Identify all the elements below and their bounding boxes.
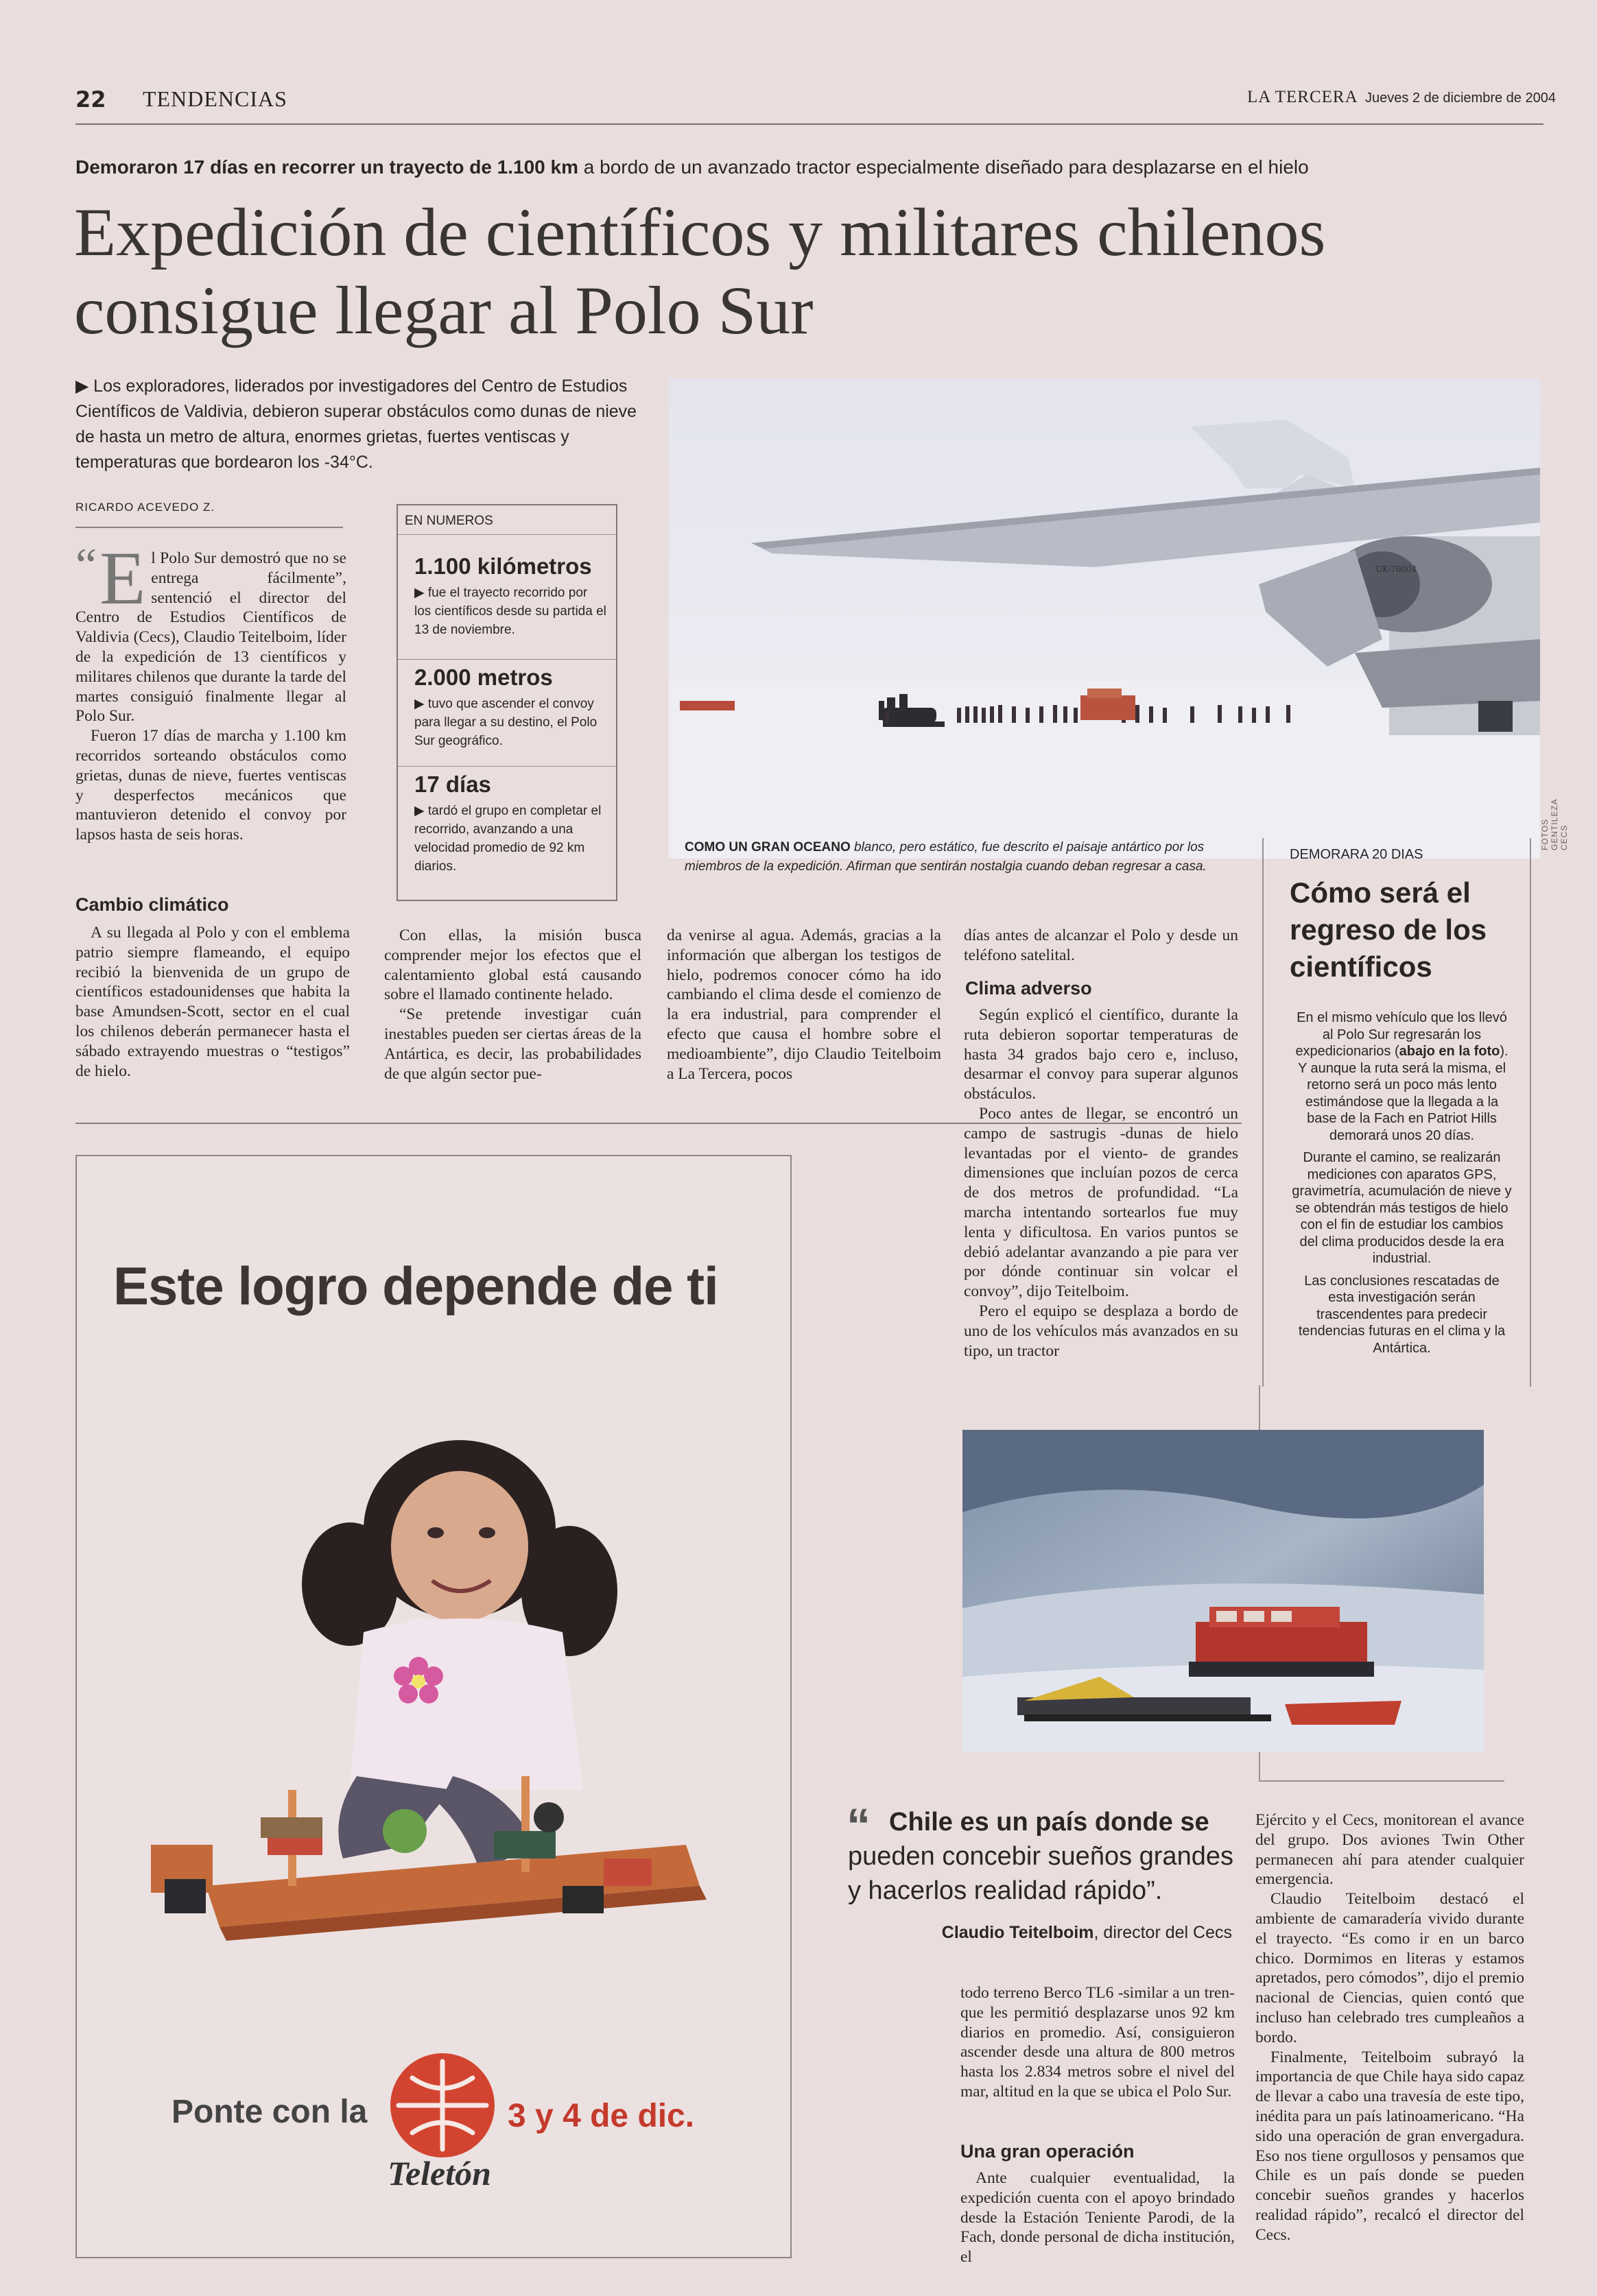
plane-registration: UK-76004 <box>1375 564 1417 574</box>
teleton-logo-icon <box>388 2050 497 2160</box>
clima-text <box>964 1005 1238 1361</box>
header-divider <box>75 123 1543 125</box>
clima-paragraph-2: Poco antes de llegar, se encontró un campo de sastrugis -dunas de hielo levantadas por el viento- de grandes dimensiones que incluían pozos de cerca de dos metros de profundidad. “La marcha intentando sortearlos fue muy lenta y dificultosa. En varios puntos se debió adelantar avanzando a pie para ver por dónde continuar sin volcar el convoy”, dijo Teitelboim. <box>964 1104 1238 1301</box>
photo-caption <box>685 838 1247 876</box>
quote-bold: Chile es un país donde se <box>889 1808 1209 1837</box>
number-head: 2.000 metros <box>414 665 553 690</box>
subhead-cambio: Cambio climático <box>75 894 229 915</box>
newspaper-name: LA TERCERA <box>1247 88 1358 106</box>
column-5-text <box>1255 1810 1524 2245</box>
col3-paragraph-1: da venirse al agua. Además, gracias a la información que albergan los testigos de hielo, podremos conocer cómo ha ido cambiando el clima desde el comienzo de la era industrial, para comprender el efecto que causa el hombre sobre el medioambiente”, dijo Claudio Teitelboim a La Tercera, pocos <box>667 926 941 1083</box>
col5-paragraph-1: Ejército y el Cecs, monitorean el avance del grupo. Dos aviones Twin Other permanecen ahí para atender cualquier emergencia. <box>1255 1811 1524 1889</box>
quote-rest: pueden concebir sueños grandes y hacerlos realidad rápido”. <box>848 1842 1233 1905</box>
clima-paragraph-1: Según explicó el científico, durante la ruta debieron soportar temperaturas de hasta 34 grados bajo cero e, incluso, desarmar el convoy para superar algunos obstáculos. <box>964 1006 1238 1103</box>
photo-frame-line <box>1259 1780 1504 1782</box>
number-item <box>414 665 606 750</box>
sidebar-paragraph-3: Las conclusiones rescatadas de esta investigación serán trascendentes para predecir tendencias futuras en el clima y la Antártica. <box>1298 1273 1506 1356</box>
column-3-text <box>667 926 941 1084</box>
numbers-box <box>397 504 617 901</box>
pull-quote-mark: “ <box>847 1799 871 1852</box>
sidebar-text <box>1290 1009 1514 1362</box>
byline-divider <box>75 527 343 528</box>
number-head: 1.100 kilómetros <box>414 553 592 579</box>
quote-author <box>848 1923 1232 1943</box>
article-lead <box>75 374 645 475</box>
ad-title: Este logro depende de ti <box>113 1256 718 1316</box>
number-desc-text: fue el trayecto recorrido por los científicos desde su partida el 13 de noviembre. <box>414 586 606 637</box>
sidebar-p1-c: ). Y aunque la ruta será la misma, el retorno será un poco más lento estimándose que la llegada a la base de la Fach en Patriot Hills demorará unos 20 días. <box>1297 1044 1509 1143</box>
cambio-paragraph-1: A su llegada al Polo y con el emblema patrio siempre flameando, el equipo recibió la bienvenida de un grupo de científicos estadounidenses que habita la base Amundsen-Scott, sector en el cual los chilenos deberán permanecer hasta el sábado extrayendo muestras o “testigos” de hielo. <box>75 924 350 1080</box>
subhead-clima: Clima adverso <box>965 978 1092 998</box>
section-divider <box>75 1123 1242 1124</box>
dropcap-letter: E <box>99 536 146 620</box>
sidebar-p1-a: En el mismo vehículo que los llevó al Polo Sur regresarán los expedicionarios ( <box>1295 1010 1507 1059</box>
gran-operacion-text <box>960 2168 1235 2267</box>
intro-paragraph-1: l Polo Sur demostró que no se entrega fácilmente”, sentenció el director del Centro de Estudios Científicos de Valdivia (Cecs), Claudio Teitelboim, líder de la expedición de 13 científicos y militares chilenos que durante la tarde del martes consiguió finalmente llegar al Polo Sur. <box>75 549 346 726</box>
ad-girl-with-toys-illustration <box>123 1406 782 1968</box>
col5-paragraph-3: Finalmente, Teitelboim subrayó la importancia de que Chile haya sido capaz de llevar a cabo una travesía de este tipo, inédita para un país latinoamericano. “Ha sido una operación de gran envergadura. Eso nos tiene orgullosos y pensamos que Chile es un país donde se pueden concebir sueños grandes y hacerlos realidad rápido”, recalcó el director del Cecs. <box>1255 2048 1524 2244</box>
col4-paragraph-top: días antes de alcanzar el Polo y desde un teléfono satelital. <box>964 926 1238 964</box>
number-desc <box>414 584 606 639</box>
numbers-title: EN NUMEROS <box>398 505 616 535</box>
numbers-divider <box>398 766 616 767</box>
dropcap-quote: “ <box>75 539 97 592</box>
col5-paragraph-2: Claudio Teitelboim destacó el ambiente de camaradería vivido durante el trayecto. “Es como ir en un barco chico. Dormimos en literas y estamos apretados, pero cómodos”, dijo el premio nacional de Ciencias, quien contó que incluso han celebrado tres cumpleaños a bordo. <box>1255 1890 1524 2046</box>
number-desc-text: tardó el grupo en completar el recorrido, avanzando a una velocidad promedio de 92 km diarios. <box>414 804 602 874</box>
section-label: TENDENCIAS <box>143 86 287 111</box>
column-2-text <box>384 926 641 1084</box>
photo-airplane-on-ice <box>669 379 1540 859</box>
column-4-bottom-text <box>960 1983 1235 2102</box>
article-kicker <box>75 156 1309 178</box>
photo-credit: FOTOS GENTILEZA CECS <box>1540 798 1569 850</box>
quote-author-role: , director del Cecs <box>1093 1923 1232 1942</box>
intro-paragraph-2: Fueron 17 días de marcha y 1.100 km recorridos sorteando obstáculos como grietas, dunas de nieve, fuertes ventiscas y desperfectos mecánicos que mantuvieron detenido el convoy por lapsos hasta de seis horas. <box>75 727 346 844</box>
caption-text: blanco, pero estático, fue descrito el paisaje antártico por los miembros de la expedición. Afirman que sentirán nostalgia cuando deban regresar a casa. <box>685 840 1207 874</box>
triangle-bullet-icon: ▶ <box>414 804 428 818</box>
quote-author-name: Claudio Teitelboim <box>941 1923 1094 1942</box>
caption-bold: COMO UN GRAN OCEANO <box>685 840 851 854</box>
article-headline: Expedición de científicos y militares chilenos consigue llegar al Polo Sur <box>74 194 1326 348</box>
number-item <box>414 772 606 876</box>
col4-paragraph-bottom: todo terreno Berco TL6 -similar a un tren- que les permitió desplazarse unos 92 km diarios en promedio. Así, consiguieron ascender desde una altura de 800 metros hasta los 2.834 metros sobre el nivel del mar, altitud en la que se ubica el Polo Sur. <box>960 1984 1235 2101</box>
issue-date: Jueves 2 de diciembre de 2004 <box>1365 91 1556 106</box>
ad-slogan: Ponte con la <box>171 2094 368 2130</box>
article-intro <box>75 536 346 845</box>
cambio-text <box>75 923 350 1081</box>
photo-tractor-convoy <box>962 1430 1484 1752</box>
col2-paragraph-1: Con ellas, la misión busca comprender mejor los efectos que el calentamiento global está causando sobre el llamado continente helado. <box>384 926 641 1004</box>
number-desc-text: tuvo que ascender el convoy para llegar a su destino, el Polo Sur geográfico. <box>414 697 598 748</box>
sidebar-paragraph-1 <box>1290 1009 1514 1144</box>
subhead-gran-operacion: Una gran operación <box>960 2141 1135 2162</box>
number-desc <box>414 802 606 876</box>
numbers-divider <box>398 659 616 660</box>
byline: RICARDO ACEVEDO Z. <box>75 501 215 514</box>
sidebar-headline: Cómo será el regreso de los científicos <box>1290 876 1487 983</box>
clima-paragraph-3: Pero el equipo se desplaza a bordo de uno de los vehículos más avanzados en su tipo, un tractor <box>964 1302 1238 1360</box>
ad-dates: 3 y 4 de dic. <box>508 2098 695 2134</box>
pull-quote <box>847 1799 1239 1908</box>
page-number: 22 <box>75 86 106 112</box>
triangle-bullet-icon: ▶ <box>414 697 428 711</box>
sidebar-p1-b: abajo en la foto <box>1399 1044 1500 1059</box>
number-item <box>414 553 606 639</box>
triangle-bullet-icon: ▶ <box>75 376 94 396</box>
number-head: 17 días <box>414 772 491 797</box>
lead-text: Los exploradores, liderados por investigadores del Centro de Estudios Científicos de Valdivia, debieron superar obstáculos como dunas de nieve de hasta un metro de altura, enormes grietas, fuertes ventiscas y temperaturas que bordearon los -34°C. <box>75 376 637 472</box>
gran-paragraph-1: Ante cualquier eventualidad, la expedición cuenta con el apoyo brindado desde la Estación Teniente Parodi, de la Fach, donde personal de dicha institución, el <box>960 2169 1235 2267</box>
column-4-top-text <box>964 926 1238 966</box>
col2-paragraph-2: “Se pretende investigar cuán inestables pueden ser ciertas áreas de la Antártica, es decir, las probabilidades de que algún sector pue- <box>384 1005 641 1083</box>
kicker-bold: Demoraron 17 días en recorrer un trayecto de 1.100 km <box>75 156 578 178</box>
sidebar-kicker: DEMORARA 20 DIAS <box>1290 847 1423 862</box>
triangle-bullet-icon: ▶ <box>414 586 428 600</box>
teleton-brand: Teletón <box>388 2154 491 2192</box>
sidebar-paragraph-2: Durante el camino, se realizarán mediciones con aparatos GPS, gravimetría, acumulación de nieve y se obtendrán más testigos de hielo con el fin de estudiar los cambios del clima producidos desde la era industrial. <box>1292 1150 1512 1266</box>
number-desc <box>414 695 606 750</box>
kicker-rest: a bordo de un avanzado tractor especialmente diseñado para desplazarse en el hielo <box>578 156 1309 178</box>
